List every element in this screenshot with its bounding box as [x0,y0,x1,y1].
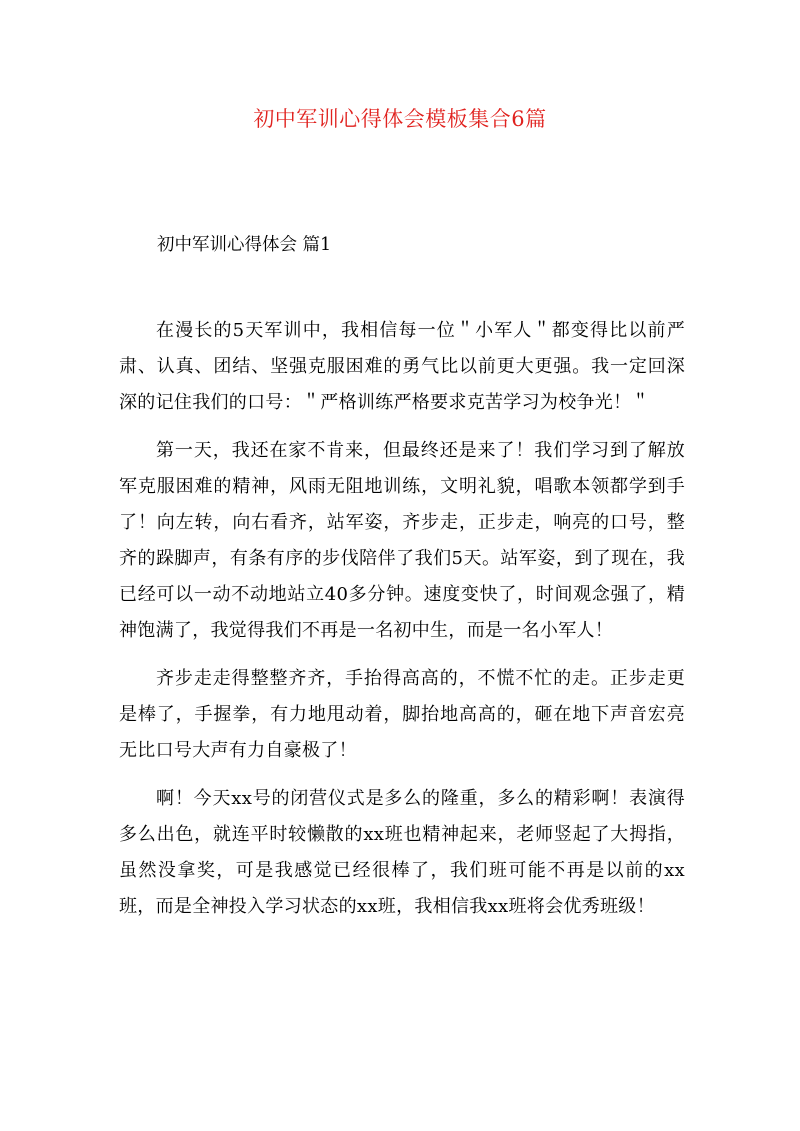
section-heading: 初中军训心得体会 篇1 [157,235,332,255]
document-title: 初中军训心得体会模板集合6篇 [253,107,547,131]
body-paragraph: 在漫长的5天军训中，我相信每一位＂小军人＂都变得比以前严肃、认真、团结、坚强克服困难的勇气比以前更大更强。我一定回深深的记住我们的口号：＂严格训练严格要求克苦学习为校争光！＂ [119,320,685,413]
document-body [119,313,685,937]
body-paragraph: 啊！今天xx号的闭营仪式是多么的隆重，多么的精彩啊！表演得多么出色，就连平时较懒散的xx班也精神起来，老师竖起了大拇指，虽然没拿奖，可是我感觉已经很棒了，我们班可能不再是以前的xx班，而是全神投入学习状态的xx班，我相信我xx班将会优秀班级！ [119,788,685,917]
body-paragraph: 齐步走走得整整齐齐，手抬得高高的，不慌不忙的走。正步走更是棒了，手握拳，有力地甩动着，脚抬地高高的，砸在地下声音宏亮无比口号大声有力自豪极了！ [119,668,685,761]
body-paragraph: 第一天，我还在家不肯来，但最终还是来了！我们学习到了解放军克服困难的精神，风雨无阻地训练，文明礼貌，唱歌本领都学到手了！向左转，向右看齐，站军姿，齐步走，正步走，响亮的口号，整齐的跺脚声，有条有序的步伐陪伴了我们5天。站军姿，到了现在，我已经可以一动不动地站立40多分钟。速度变快了，时间观念强了，精神饱满了，我觉得我们不再是一名初中生，而是一名小军人！ [119,440,685,641]
